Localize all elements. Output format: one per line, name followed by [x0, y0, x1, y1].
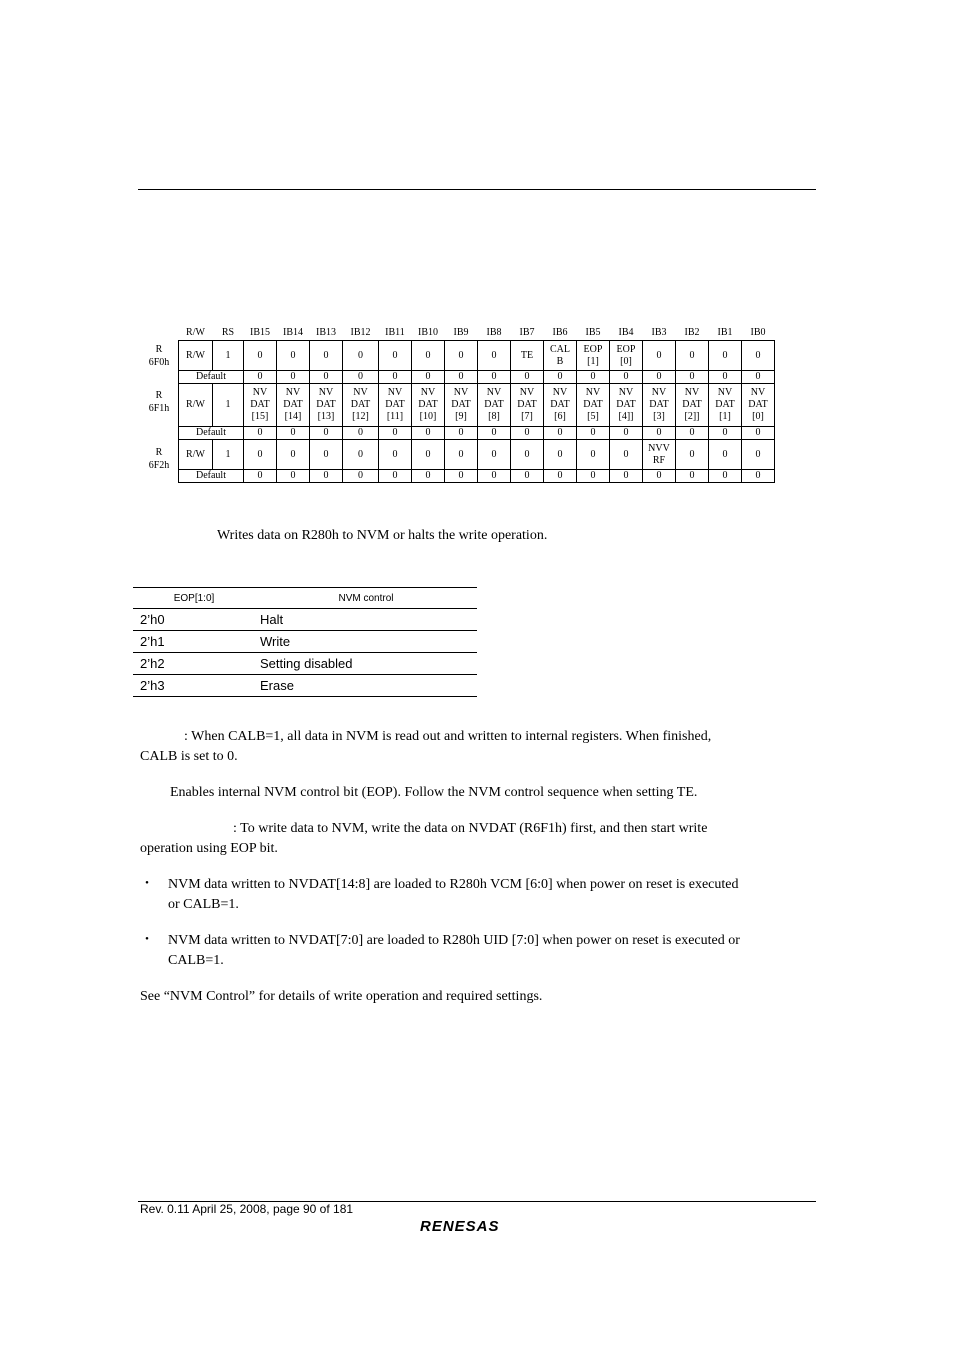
- default-label: Default: [179, 427, 244, 440]
- nvm-control-col-header: NVM control: [255, 588, 477, 609]
- bullet-item-uid-line2: CALB=1.: [168, 953, 224, 968]
- default-bit-cell: 0: [577, 470, 610, 483]
- default-bit-cell: 0: [742, 470, 775, 483]
- default-bit-cell: 0: [343, 470, 379, 483]
- column-header: IB7: [519, 326, 535, 338]
- bit-cell: NV DAT [15]: [244, 384, 277, 427]
- page-footer: Rev. 0.11 April 25, 2008, page 90 of 181: [140, 1202, 354, 1216]
- default-bit-cell: 0: [742, 427, 775, 440]
- top-rule: [138, 189, 816, 190]
- bit-cell: 0: [277, 341, 310, 371]
- default-bit-cell: 0: [511, 427, 544, 440]
- default-bit-cell: 0: [244, 371, 277, 384]
- register-label-6f1h: R 6F1h: [148, 390, 170, 414]
- column-header: IB15: [250, 326, 270, 338]
- bit-cell: NV DAT [6]: [544, 384, 577, 427]
- calb-description-line1: : When CALB=1, all data in NVM is read out and written to internal registers. When finished,: [184, 729, 712, 744]
- register-label-6f0h: R 6F0h: [148, 344, 170, 368]
- bit-cell: 0: [445, 341, 478, 371]
- column-header: IB9: [453, 326, 469, 338]
- column-header: IB5: [585, 326, 601, 338]
- bit-cell: 0: [643, 341, 676, 371]
- eop-control: Write: [255, 631, 477, 653]
- bullet-marker: ・: [140, 933, 154, 948]
- calb-description-line2: CALB is set to 0.: [140, 749, 238, 764]
- column-header: IB13: [316, 326, 336, 338]
- rw-cell: R/W: [179, 440, 213, 470]
- default-bit-cell: 0: [544, 427, 577, 440]
- default-bit-cell: 0: [277, 371, 310, 384]
- eop-code: 2’h1: [133, 631, 255, 653]
- column-header: RS: [221, 326, 235, 338]
- eop-code: 2’h2: [133, 653, 255, 675]
- default-bit-cell: 0: [709, 427, 742, 440]
- default-bit-cell: 0: [544, 470, 577, 483]
- bit-cell: 0: [343, 440, 379, 470]
- bit-cell: 0: [511, 440, 544, 470]
- default-bit-cell: 0: [511, 371, 544, 384]
- rs-cell: 1: [213, 440, 244, 470]
- bit-cell: NV DAT [7]: [511, 384, 544, 427]
- renesas-logo: RENESAS: [420, 1218, 500, 1235]
- column-header: IB11: [385, 326, 405, 338]
- eop-control: Halt: [255, 609, 477, 631]
- bit-cell: NV DAT [11]: [379, 384, 412, 427]
- default-bit-cell: 0: [445, 427, 478, 440]
- bit-cell: 0: [676, 341, 709, 371]
- default-bit-cell: 0: [412, 470, 445, 483]
- bullet-item-uid-line1: NVM data written to NVDAT[7:0] are loaded to R280h UID [7:0] when power on reset is executed or: [168, 933, 740, 948]
- bit-cell: NV DAT [3]: [643, 384, 676, 427]
- bit-cell: EOP [1]: [577, 341, 610, 371]
- bit-cell: 0: [277, 440, 310, 470]
- bit-cell: 0: [676, 440, 709, 470]
- eop-code: 2’h3: [133, 675, 255, 697]
- bit-cell: NV DAT [14]: [277, 384, 310, 427]
- register-bit-table: [178, 325, 775, 483]
- default-bit-cell: 0: [310, 470, 343, 483]
- bit-cell: 0: [577, 440, 610, 470]
- default-bit-cell: 0: [544, 371, 577, 384]
- bit-cell: TE: [511, 341, 544, 371]
- default-label: Default: [179, 470, 244, 483]
- default-bit-cell: 0: [310, 427, 343, 440]
- eop-code: 2’h0: [133, 609, 255, 631]
- column-header: IB3: [651, 326, 667, 338]
- bit-cell: NVV RF: [643, 440, 676, 470]
- bit-cell: 0: [709, 440, 742, 470]
- bit-cell: CAL B: [544, 341, 577, 371]
- bit-cell: 0: [412, 440, 445, 470]
- bit-cell: NV DAT [4]]: [610, 384, 643, 427]
- default-bit-cell: 0: [511, 470, 544, 483]
- default-bit-cell: 0: [643, 470, 676, 483]
- default-bit-cell: 0: [445, 371, 478, 384]
- default-bit-cell: 0: [478, 371, 511, 384]
- bit-cell: 0: [709, 341, 742, 371]
- eop-description: Writes data on R280h to NVM or halts the write operation.: [217, 528, 548, 543]
- bit-cell: 0: [412, 341, 445, 371]
- default-bit-cell: 0: [379, 371, 412, 384]
- rw-cell: R/W: [179, 384, 213, 427]
- bit-cell: 0: [379, 341, 412, 371]
- bit-cell: NV DAT [5]: [577, 384, 610, 427]
- default-bit-cell: 0: [676, 427, 709, 440]
- bit-cell: 0: [244, 341, 277, 371]
- eop-control: Erase: [255, 675, 477, 697]
- eop-control: Setting disabled: [255, 653, 477, 675]
- bit-cell: NV DAT [13]: [310, 384, 343, 427]
- default-bit-cell: 0: [343, 371, 379, 384]
- register-default-row: [179, 371, 775, 384]
- rs-cell: 1: [213, 341, 244, 371]
- bit-cell: 0: [244, 440, 277, 470]
- column-header: IB14: [283, 326, 303, 338]
- default-bit-cell: 0: [478, 470, 511, 483]
- bit-cell: NV DAT [0]: [742, 384, 775, 427]
- default-bit-cell: 0: [445, 470, 478, 483]
- default-bit-cell: 0: [676, 470, 709, 483]
- column-header: IB10: [418, 326, 438, 338]
- register-default-row: [179, 470, 775, 483]
- default-bit-cell: 0: [244, 427, 277, 440]
- default-bit-cell: 0: [610, 427, 643, 440]
- column-header: IB12: [350, 326, 371, 338]
- register-label-6f2h: R 6F2h: [148, 447, 170, 471]
- default-bit-cell: 0: [379, 427, 412, 440]
- table-row: [133, 653, 477, 675]
- bit-cell: 0: [742, 440, 775, 470]
- eop-table: [133, 587, 477, 697]
- column-header: IB4: [618, 326, 634, 338]
- bullet-marker: ・: [140, 877, 154, 892]
- default-bit-cell: 0: [379, 470, 412, 483]
- te-description: Enables internal NVM control bit (EOP). Follow the NVM control sequence when setting TE.: [170, 785, 698, 800]
- bit-cell: 0: [478, 440, 511, 470]
- bit-cell: 0: [343, 341, 379, 371]
- see-nvm-control-note: See “NVM Control” for details of write operation and required settings.: [140, 989, 543, 1004]
- rw-cell: R/W: [179, 341, 213, 371]
- default-bit-cell: 0: [709, 470, 742, 483]
- default-bit-cell: 0: [610, 470, 643, 483]
- bit-cell: 0: [544, 440, 577, 470]
- bit-cell: EOP [0]: [610, 341, 643, 371]
- default-bit-cell: 0: [577, 371, 610, 384]
- default-label: Default: [179, 371, 244, 384]
- default-bit-cell: 0: [643, 371, 676, 384]
- nvdat-description-line2: operation using EOP bit.: [140, 841, 278, 856]
- column-header: IB2: [684, 326, 700, 338]
- bit-cell: 0: [379, 440, 412, 470]
- bit-cell: 0: [478, 341, 511, 371]
- default-bit-cell: 0: [709, 371, 742, 384]
- default-bit-cell: 0: [277, 470, 310, 483]
- bit-cell: NV DAT [12]: [343, 384, 379, 427]
- default-bit-cell: 0: [478, 427, 511, 440]
- bullet-item-vcm-line2: or CALB=1.: [168, 897, 239, 912]
- bit-cell: 0: [610, 440, 643, 470]
- rs-cell: 1: [213, 384, 244, 427]
- bit-cell: NV DAT [1]: [709, 384, 742, 427]
- bit-cell: 0: [445, 440, 478, 470]
- column-header: R/W: [186, 326, 205, 338]
- default-bit-cell: 0: [610, 371, 643, 384]
- register-header-row: [179, 325, 775, 341]
- default-bit-cell: 0: [412, 371, 445, 384]
- default-bit-cell: 0: [742, 371, 775, 384]
- bit-cell: NV DAT [8]: [478, 384, 511, 427]
- bit-cell: NV DAT [9]: [445, 384, 478, 427]
- bullet-item-vcm-line1: NVM data written to NVDAT[14:8] are loaded to R280h VCM [6:0] when power on reset is executed: [168, 877, 739, 892]
- table-row: [133, 675, 477, 697]
- bit-cell: NV DAT [10]: [412, 384, 445, 427]
- bit-cell: 0: [310, 440, 343, 470]
- default-bit-cell: 0: [643, 427, 676, 440]
- nvdat-description-line1: : To write data to NVM, write the data on NVDAT (R6F1h) first, and then start write: [233, 821, 708, 836]
- default-bit-cell: 0: [244, 470, 277, 483]
- default-bit-cell: 0: [577, 427, 610, 440]
- default-bit-cell: 0: [343, 427, 379, 440]
- register-value-row: [179, 384, 775, 427]
- bit-cell: 0: [310, 341, 343, 371]
- column-header: IB1: [717, 326, 733, 338]
- table-row: [133, 609, 477, 631]
- register-value-row: [179, 341, 775, 371]
- table-row: [133, 631, 477, 653]
- column-header: IB8: [486, 326, 502, 338]
- default-bit-cell: 0: [412, 427, 445, 440]
- default-bit-cell: 0: [310, 371, 343, 384]
- bit-cell: NV DAT [2]]: [676, 384, 709, 427]
- register-default-row: [179, 427, 775, 440]
- column-header: IB0: [750, 326, 766, 338]
- bit-cell: 0: [742, 341, 775, 371]
- default-bit-cell: 0: [277, 427, 310, 440]
- column-header: IB6: [552, 326, 568, 338]
- eop-col-header: EOP[1:0]: [133, 588, 255, 609]
- default-bit-cell: 0: [676, 371, 709, 384]
- register-value-row: [179, 440, 775, 470]
